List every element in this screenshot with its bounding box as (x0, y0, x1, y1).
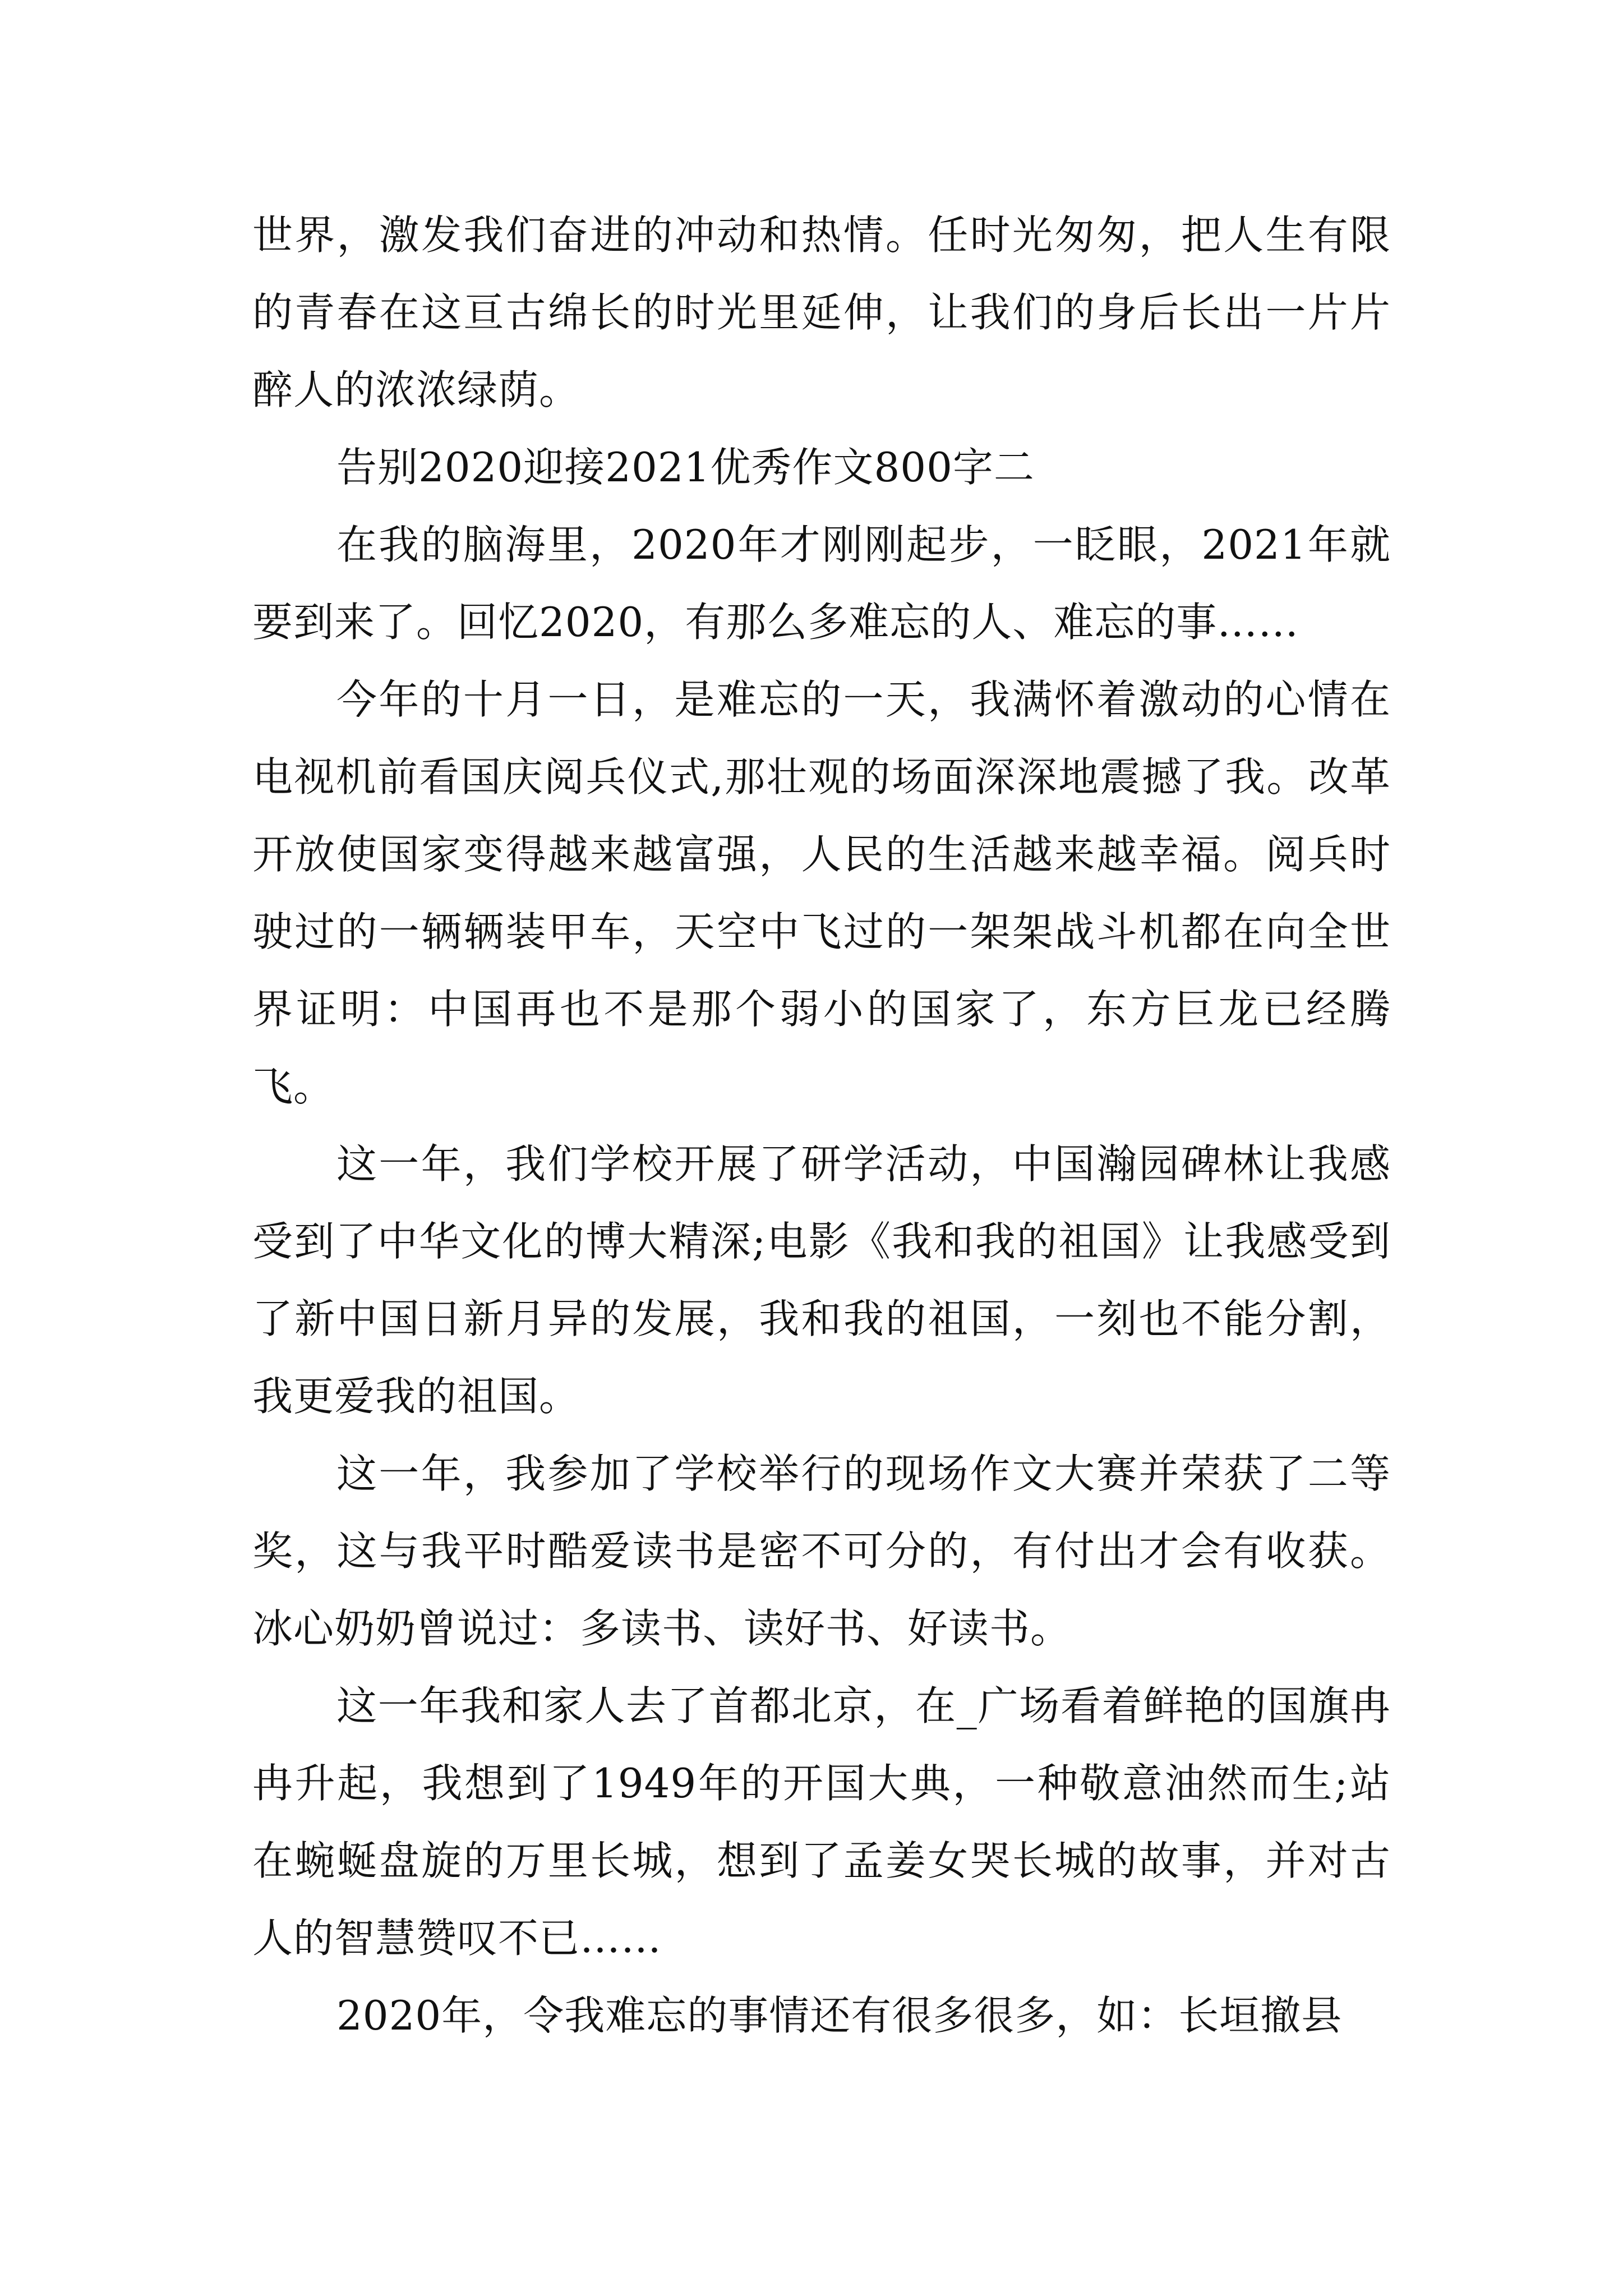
paragraph: 2020年，令我难忘的事情还有很多很多，如：长垣撤县 (336, 1992, 1343, 2039)
paragraph: 这一年，我参加了学校举行的现场作文大赛并荣获了二等奖，这与我平时酷爱读书是密不可分的，有付出才会有收获。冰心奶奶曾说过：多读书、读好书、好读书。 (252, 1450, 1391, 1652)
paragraph-continuation: 世界，激发我们奋进的冲动和热情。任时光匆匆，把人生有限的青春在这亘古绵长的时光里延伸，让我们的身后长出一片片醉人的浓浓绿荫。 (252, 211, 1391, 413)
section-heading: 告别2020迎接2021优秀作文800字二 (336, 444, 1035, 491)
paragraph: 这一年，我们学校开展了研学活动，中国瀚园碑林让我感受到了中华文化的博大精深;电影《我和我的祖国》让我感受到了新中国日新月异的发展，我和我的祖国，一刻也不能分割，我更爱我的祖国。 (252, 1140, 1391, 1420)
paragraph: 在我的脑海里，2020年才刚刚起步，一眨眼，2021年就要到来了。回忆2020，有那么多难忘的人、难忘的事…… (252, 521, 1391, 646)
paragraph: 今年的十月一日，是难忘的一天，我满怀着激动的心情在电视机前看国庆阅兵仪式,那壮观的场面深深地震撼了我。改革开放使国家变得越来越富强，人民的生活越来越幸福。阅兵时驶过的一辆辆装甲车，天空中飞过的一架架战斗机都在向全世界证明：中国再也不是那个弱小的国家了，东方巨龙已经腾飞。 (252, 676, 1391, 1110)
essay-body (252, 196, 1391, 2054)
paragraph: 这一年我和家人去了首都北京，在_广场看着鲜艳的国旗冉冉升起，我想到了1949年的开国大典，一种敬意油然而生;站在蜿蜒盘旋的万里长城，想到了孟姜女哭长城的故事，并对古人的智慧赞叹不已…… (252, 1682, 1391, 1962)
